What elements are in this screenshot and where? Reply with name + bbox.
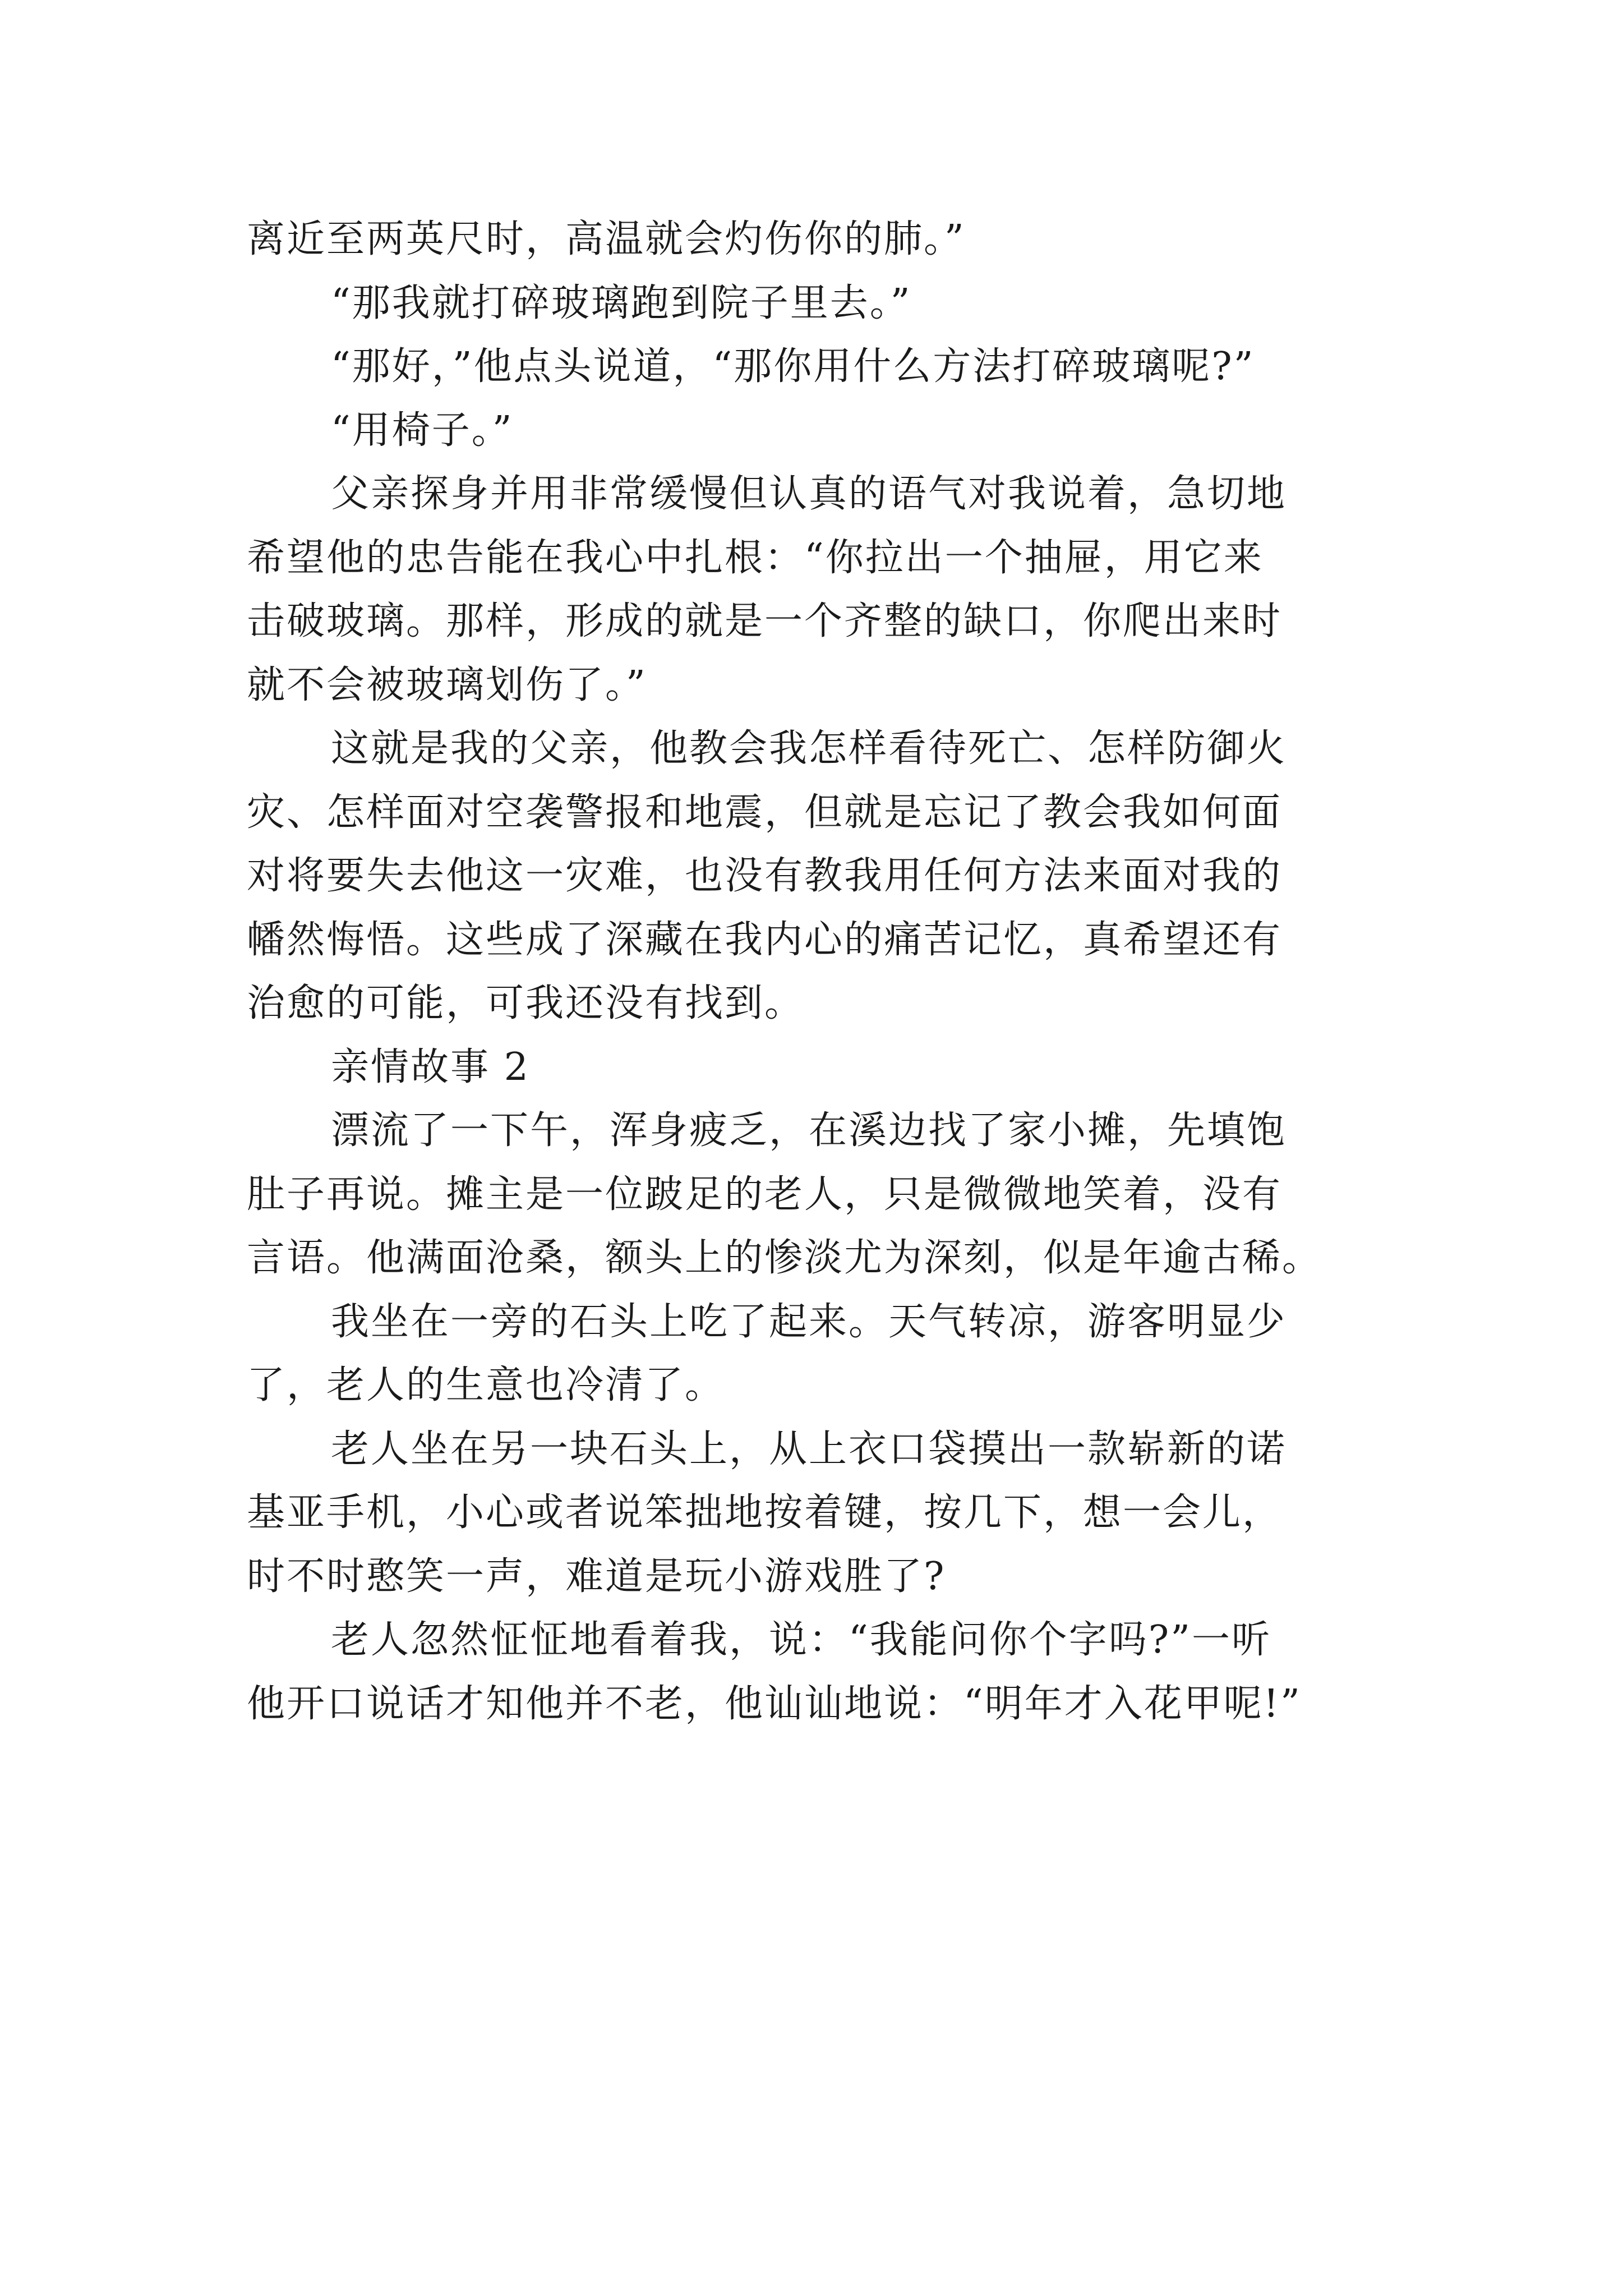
text-line: 肚子再说。摊主是一位跛足的老人，只是微微地笑着，没有 [247,1172,1283,1217]
text-line: 老人忽然怔怔地看着我，说：“我能问你个字吗?”一听 [331,1618,1271,1662]
text-line: 对将要失去他这一灾难，也没有教我用任何方法来面对我的 [247,854,1283,898]
text-line: 基亚手机，小心或者说笨拙地按着键，按几下，想一会儿， [247,1490,1283,1535]
text-line: 希望他的忠告能在我心中扎根：“你拉出一个抽屉，用它来 [247,535,1264,580]
document-body [247,208,1388,1736]
section-heading: 亲情故事 2 [331,1045,530,1089]
text-line: 了，老人的生意也冷清了。 [247,1363,725,1407]
text-line: “用椅子。” [331,408,514,453]
text-line: 灾、怎样面对空袭警报和地震，但就是忘记了教会我如何面 [247,790,1283,835]
text-line: 言语。他满面沧桑，额头上的惨淡尤为深刻，似是年逾古稀。 [247,1236,1322,1280]
text-line: 击破玻璃。那样，形成的就是一个齐整的缺口，你爬出来时 [247,599,1283,643]
text-line: 离近至两英尺时，高温就会灼伤你的肺。” [247,217,966,261]
text-line: 幡然悔悟。这些成了深藏在我内心的痛苦记忆，真希望还有 [247,917,1283,962]
text-line: “那我就打碎玻璃跑到院子里去。” [331,280,912,325]
text-line: 这就是我的父亲，他教会我怎样看待死亡、怎样防御火 [331,726,1287,771]
text-line: 漂流了一下午，浑身疲乏，在溪边找了家小摊，先填饱 [331,1108,1287,1153]
text-line: 父亲探身并用非常缓慢但认真的语气对我说着，急切地 [331,472,1287,516]
text-line: 老人坐在另一块石头上，从上衣口袋摸出一款崭新的诺 [331,1427,1287,1471]
text-line: “那好，”他点头说道，“那你用什么方法打碎玻璃呢?” [331,344,1255,389]
text-line: 时不时憨笑一声，难道是玩小游戏胜了? [247,1554,946,1599]
text-line: 就不会被玻璃划伤了。” [247,662,647,707]
text-line: 治愈的可能，可我还没有找到。 [247,981,805,1025]
text-line: 他开口说话才知他并不老，他讪讪地说：“明年才入花甲呢!” [247,1681,1302,1726]
text-line: 我坐在一旁的石头上吃了起来。天气转凉，游客明显少 [331,1299,1287,1344]
